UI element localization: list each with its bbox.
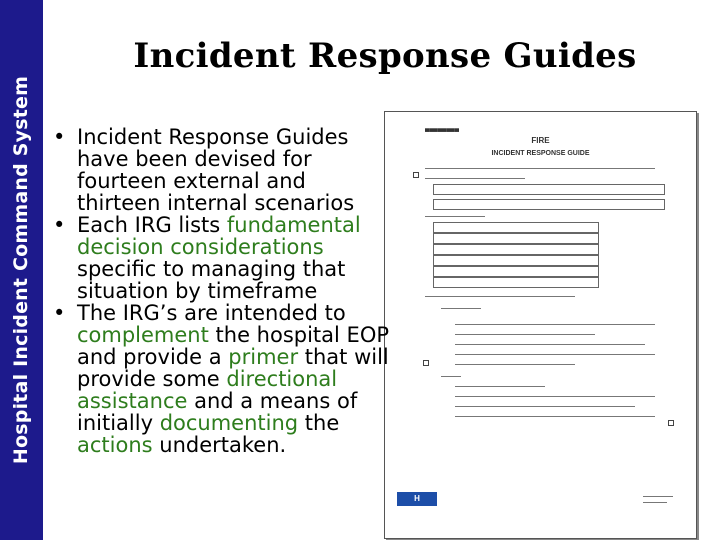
bullet-highlight-text: primer [228,345,299,369]
bullet-text: Incident Response Guides have been devised for fourteen external and thirteen internal scenarios [77,125,355,215]
bullet-highlight-text: complement [77,323,209,347]
bullet-item [53,302,393,456]
bullet-item [53,214,393,302]
bullet-marker: • [53,213,66,237]
bullet-text: specific to managing that situation by timeframe [77,257,346,303]
bullet-list [53,126,393,456]
bullet-text: undertaken. [152,433,287,457]
document-heading: FIRE [531,136,550,145]
bullet-text: Each IRG lists [77,213,227,237]
bullet-text: The IRG’s are intended to [77,301,346,325]
bullet-text: that will provide some [77,345,389,391]
document-subheading: INCIDENT RESPONSE GUIDE [491,150,590,157]
bullet-item [53,126,393,214]
sidebar-label: Hospital Incident Command System [10,75,32,465]
bullet-highlight-text: actions [77,433,153,457]
slide-title: Incident Response Guides [133,36,637,76]
bullet-highlight-text: directional assistance [77,367,338,413]
bullet-highlight-text: documenting [159,411,299,435]
bullet-highlight-text: fundamental decision considerations [77,213,361,259]
bullet-marker: • [53,125,66,149]
hics-logo: H [397,492,437,506]
irg-document-image: ▄▄▄▄▄▄▄▄ FIRE INCIDENT RESPONSE GUIDE H [384,111,697,539]
bullet-text: the [298,411,340,435]
bullet-marker: • [53,301,66,325]
bullet-text: and a means of initially [77,389,358,435]
bullet-text: the hospital EOP and provide a [77,323,390,369]
sidebar-band [0,0,43,540]
